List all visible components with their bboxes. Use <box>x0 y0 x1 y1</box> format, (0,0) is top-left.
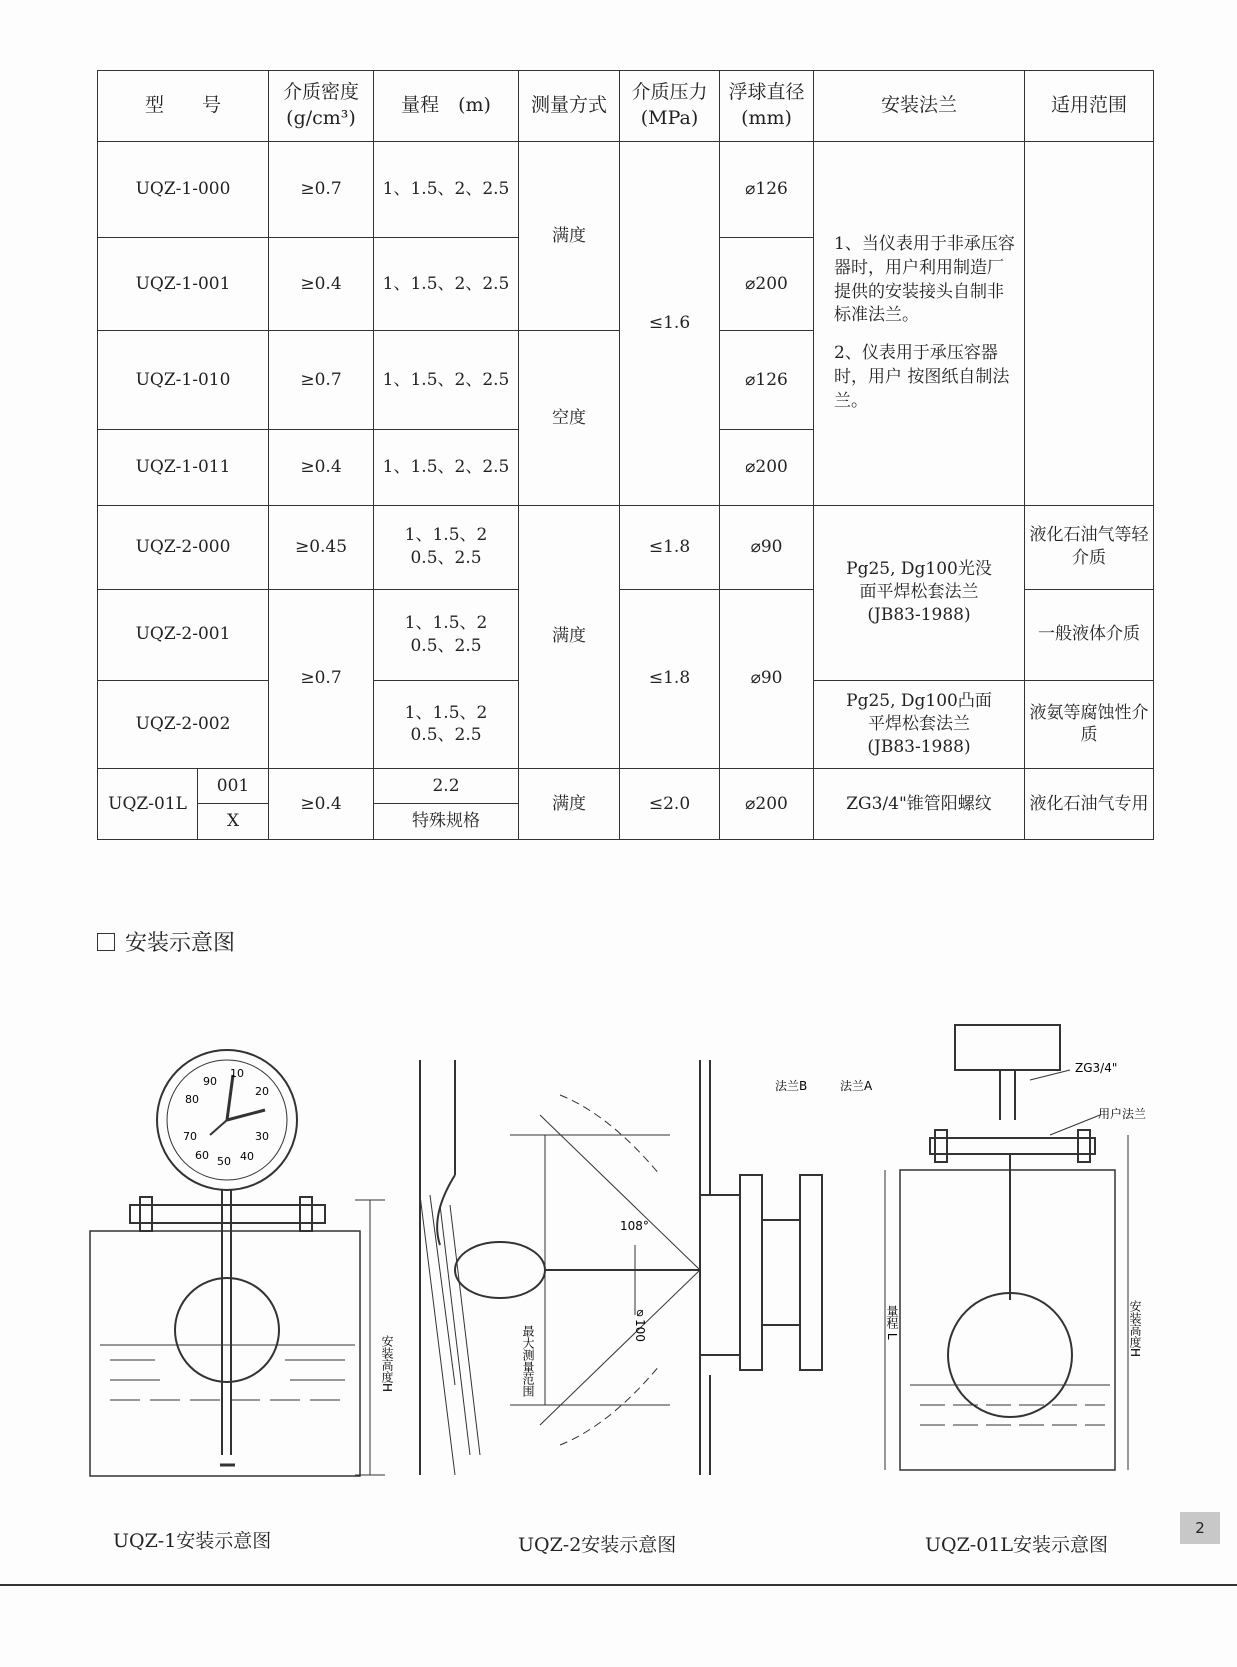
cell-range: 1、1.5、2 0.5、2.5 <box>374 589 519 680</box>
cell-model: UQZ-2-001 <box>98 589 269 680</box>
label-install-height: 安装高度H <box>380 1335 394 1393</box>
cell-model: UQZ-01L <box>98 769 198 840</box>
table-header-row <box>98 71 1154 142</box>
cell-mode-uqz2: 满度 <box>519 505 620 768</box>
cell-mode-empty: 空度 <box>519 331 620 505</box>
cell-scope-empty <box>1025 141 1154 505</box>
dial-tick: 70 <box>183 1130 197 1143</box>
dial-tick: 10 <box>230 1067 244 1080</box>
label-angle: 108° <box>620 1219 649 1233</box>
cell-pressure-uqz1: ≤1.6 <box>620 141 720 505</box>
cell-range: 1、1.5、2 0.5、2.5 <box>374 680 519 768</box>
cell-float: ⌀200 <box>720 238 814 331</box>
dial-tick: 60 <box>195 1149 209 1162</box>
cell-mode-full: 满度 <box>519 141 620 330</box>
cell-float: ⌀126 <box>720 141 814 237</box>
cell-model: UQZ-2-002 <box>98 680 269 768</box>
checkbox-icon <box>97 933 115 951</box>
cell-pressure: ≤1.8 <box>620 589 720 768</box>
float-ball <box>455 1242 545 1298</box>
cell-model: UQZ-1-010 <box>98 331 269 429</box>
label-diameter: ⌀100 <box>633 1305 647 1342</box>
cell-density-shared: ≥0.7 <box>269 589 374 768</box>
flange-note-2: 2、仪表用于承压容器时，用户 按图纸自制法兰。 <box>834 343 1010 411</box>
float-ball <box>175 1278 279 1382</box>
cell-model: UQZ-2-000 <box>98 505 269 589</box>
flange-b <box>740 1175 762 1370</box>
caption-uqz01l: UQZ-01L安装示意图 <box>925 1534 1109 1556</box>
dial-tick: 40 <box>240 1150 254 1163</box>
label-install-height: 安装高度H <box>1128 1300 1142 1358</box>
header-flange: 安装法兰 <box>814 71 1025 142</box>
cell-scope: 液化石油气专用 <box>1025 769 1154 840</box>
cell-density: ≥0.45 <box>269 505 374 589</box>
header-model: 型 号 <box>98 71 269 142</box>
cell-flange: ZG3/4"锥管阳螺纹 <box>814 769 1025 840</box>
cell-model: UQZ-1-011 <box>98 429 269 505</box>
cell-range: 1、1.5、2、2.5 <box>374 141 519 237</box>
cell-float: ⌀200 <box>720 769 814 840</box>
cell-scope: 液化石油气等轻介质 <box>1025 505 1154 589</box>
cell-range: 2.2 <box>374 769 519 804</box>
cell-flange-uqz2-a: Pg25, Dg100光没 面平焊松套法兰 (JB83-1988) <box>814 505 1025 680</box>
cell-float: ⌀90 <box>720 589 814 768</box>
cell-scope: 液氨等腐蚀性介质 <box>1025 680 1154 768</box>
label-user-flange: 用户法兰 <box>1098 1107 1147 1121</box>
label-flange-a: 法兰A <box>840 1079 873 1093</box>
indicator-head <box>955 1025 1060 1070</box>
bottom-rule <box>0 1584 1237 1586</box>
diagram-uqz01l <box>880 1020 1160 1490</box>
spec-table <box>97 70 1154 840</box>
header-density: 介质密度 (g/cm³) <box>269 71 374 142</box>
cell-submodel: 001 <box>198 769 269 804</box>
diagram-uqz2 <box>410 1055 890 1485</box>
cell-density: ≥0.7 <box>269 141 374 237</box>
diagram-uqz1 <box>85 1035 405 1495</box>
cell-float: ⌀200 <box>720 429 814 505</box>
table-row <box>98 769 1154 804</box>
section-title-text: 安装示意图 <box>125 931 236 956</box>
dial-tick: 80 <box>185 1093 199 1106</box>
header-mode: 测量方式 <box>519 71 620 142</box>
header-float: 浮球直径 (mm) <box>720 71 814 142</box>
cell-flange-uqz2-b: Pg25, Dg100凸面 平焊松套法兰 (JB83-1988) <box>814 680 1025 768</box>
caption-uqz2: UQZ-2安装示意图 <box>518 1534 677 1556</box>
cell-float: ⌀90 <box>720 505 814 589</box>
dial-tick: 30 <box>255 1130 269 1143</box>
user-flange <box>930 1138 1095 1154</box>
cell-density: ≥0.4 <box>269 769 374 840</box>
dial-tick: 20 <box>255 1085 269 1098</box>
label-zg: ZG3/4" <box>1075 1061 1118 1075</box>
dial-tick: 90 <box>203 1075 217 1088</box>
flange-plate <box>130 1205 325 1223</box>
page-number: 2 <box>1180 1512 1220 1544</box>
cell-pressure: ≤1.8 <box>620 505 720 589</box>
flange-note-1: 1、当仪表用于非承压容器时，用户利用制造厂提供的安装接头自制非标准法兰。 <box>834 233 1015 326</box>
caption-uqz1: UQZ-1安装示意图 <box>113 1530 272 1552</box>
cell-scope: 一般液体介质 <box>1025 589 1154 680</box>
cell-range: 1、1.5、2、2.5 <box>374 429 519 505</box>
cell-density: ≥0.4 <box>269 238 374 331</box>
cell-density: ≥0.7 <box>269 331 374 429</box>
header-pressure: 介质压力 (MPa) <box>620 71 720 142</box>
cell-model: UQZ-1-001 <box>98 238 269 331</box>
cell-submodel: X <box>198 804 269 840</box>
table-row <box>98 505 1154 589</box>
float-ball <box>948 1293 1072 1417</box>
header-range: 量程 (m) <box>374 71 519 142</box>
cell-float: ⌀126 <box>720 331 814 429</box>
label-range-l: 量程 L <box>885 1305 899 1340</box>
section-title <box>97 926 235 957</box>
cell-model: UQZ-1-000 <box>98 141 269 237</box>
table-row <box>98 141 1154 237</box>
label-flange-b: 法兰B <box>775 1079 808 1093</box>
cell-mode: 满度 <box>519 769 620 840</box>
header-scope: 适用范围 <box>1025 71 1154 142</box>
cell-range: 1、1.5、2 0.5、2.5 <box>374 505 519 589</box>
flange-a <box>800 1175 822 1370</box>
label-max-range: 最大测量范围 <box>521 1325 535 1397</box>
cell-range: 1、1.5、2、2.5 <box>374 331 519 429</box>
cell-density: ≥0.4 <box>269 429 374 505</box>
dial-tick: 50 <box>217 1155 231 1168</box>
cell-flange-notes <box>814 141 1025 505</box>
cell-range: 特殊规格 <box>374 804 519 840</box>
cell-pressure: ≤2.0 <box>620 769 720 840</box>
cell-range: 1、1.5、2、2.5 <box>374 238 519 331</box>
